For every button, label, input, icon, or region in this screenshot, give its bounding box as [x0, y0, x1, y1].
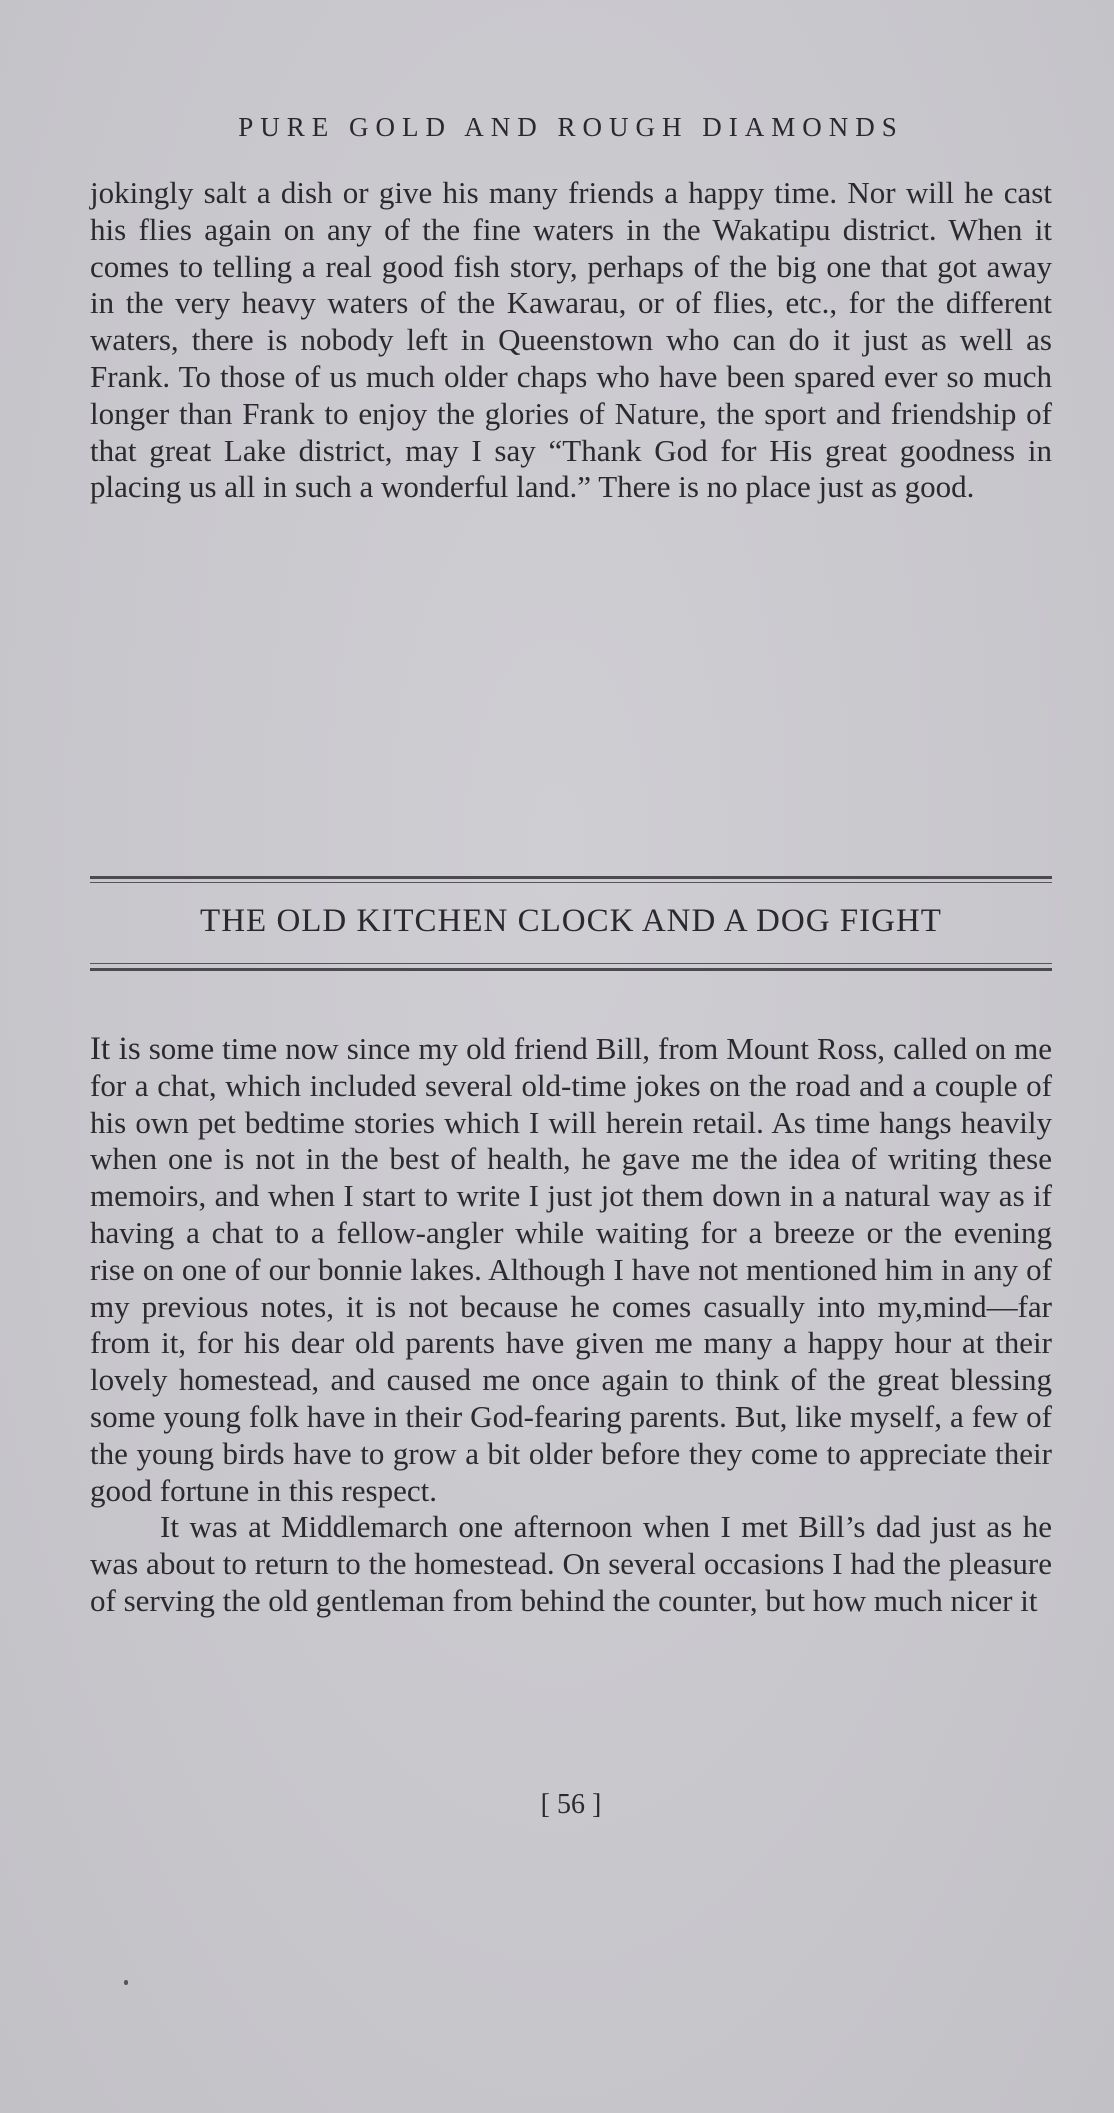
section-paragraph-2: It was at Middlemarch one afternoon when I met Bill’s dad just as he was about to return to the homestead. On several occasions I had the pleasure of serving the old gentleman from behind the counter, but how much nicer it [90, 1509, 1052, 1618]
continued-paragraph: jokingly salt a dish or give his many friends a happy time. Nor will he cast his flies again on any of the fine waters in the Wakatipu district. When it comes to telling a real good fish story, perhaps of the big one that got away in the very heavy waters of the Kawarau, or of flies, etc., for the different waters, there is nobody left in Queenstown who can do it just as well as Frank. To those of us much older chaps who have been spared ever so much longer than Frank to enjoy the glories of Nature, the sport and friendship of that great Lake district, may I say “Thank God for His great goodness in placing us all in such a wonderful land.” There is no place just as good. [90, 175, 1052, 505]
section-rule-bottom-thick [90, 968, 1052, 971]
page-number: [ 56 ] [540, 1789, 602, 1820]
section-rule-top-thin [90, 882, 1052, 883]
running-head: PURE GOLD AND ROUGH DIAMONDS [238, 112, 904, 142]
paper-speck [124, 1980, 128, 1985]
section-paragraph-1-text: some time now since my old friend Bill, from Mount Ross, called on me for a chat, which included several old-time jokes on the road and a couple of his own pet bedtime stories which I will herein retail. As time hangs heavily when one is not in the best of health, he gave me the idea of writing these memoirs, and when I start to write I just jot them down in a natural way as if having a chat to a fellow-angler while waiting for a breeze or the evening rise on one of our bonnie lakes. Although I have not mentioned him in any of my previous notes, it is not because he comes casually into my,mind—far from it, for his dear old parents have given me many a happy hour at their lovely homestead, and caused me once again to think of the great blessing some young folk have in their God-fearing parents. But, like myself, a few of the young birds have to grow a bit older before they come to appreciate their good fortune in this respect. [90, 1031, 1053, 1508]
opening-words-small-caps: It is [90, 1031, 141, 1067]
continued-text-block [90, 175, 1052, 506]
section-body [90, 1031, 1052, 1620]
section-rule-bottom-thin [90, 963, 1052, 964]
section-paragraph-1 [90, 1031, 1052, 1509]
section-rule-top-thick [90, 876, 1052, 879]
section-title: THE OLD KITCHEN CLOCK AND A DOG FIGHT [200, 903, 942, 939]
